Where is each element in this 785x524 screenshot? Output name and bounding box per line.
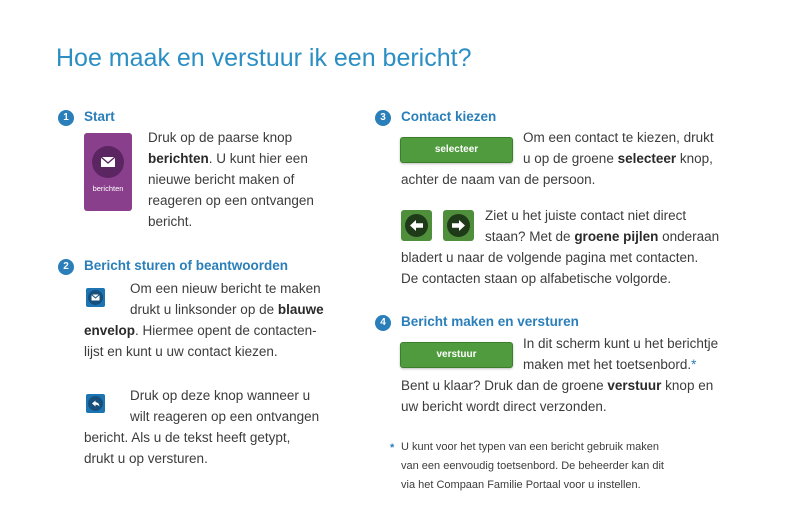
verstuur-button[interactable]: verstuur	[400, 342, 513, 368]
step-2-text-a1: Om een nieuw bericht te maken	[130, 281, 321, 296]
step-3-text-b2: staan? Met de groene pijlen onderaan	[485, 229, 720, 244]
step-1-number: 1	[58, 110, 74, 126]
envelope-icon	[92, 146, 124, 178]
footnote-text: U kunt voor het typen van een bericht gebruik maken van een eenvoudig toetsenbord. De beheerder kan dit via het Compaan Familie Portaal voor u instellen.	[401, 441, 664, 491]
step-3-number: 3	[375, 110, 391, 126]
arrow-right-icon	[447, 214, 470, 237]
step-1-text: Druk op de paarse knop berichten. U kunt hier een nieuwe bericht maken of reageren op een ontvangen bericht.	[148, 130, 314, 229]
footnote-star: *	[390, 442, 395, 454]
arrow-left-icon	[405, 214, 428, 237]
step-3-heading: Contact kiezen	[401, 109, 497, 124]
step-2-text-a3-a4: envelop. Hiermee opent de contacten- lijst en kunt u uw contact kiezen.	[84, 323, 317, 359]
step-3-text-a3: achter de naam van de persoon.	[401, 172, 596, 187]
step-2-number: 2	[58, 259, 74, 275]
step-2-text-b1-b2: Druk op deze knop wanneer u wilt reageren op een ontvangen	[130, 388, 320, 424]
step-1-heading: Start	[84, 109, 115, 124]
step-3-text-b3-b4: bladert u naar de volgende pagina met contacten. De contacten staan op alfabetische volgorde.	[401, 250, 699, 286]
blue-envelope-button[interactable]	[86, 288, 105, 307]
step-4-text-a1: In dit scherm kunt u het berichtje	[523, 336, 719, 351]
step-2-text-b3-b4: bericht. Als u de tekst heeft getypt, drukt u op versturen.	[84, 430, 291, 466]
step-4-text-a3-a4: Bent u klaar? Druk dan de groene verstuur knop en uw bericht wordt direct verzonden.	[401, 378, 714, 414]
step-3-text-a2: u op de groene selecteer knop,	[523, 151, 713, 166]
step-4-heading: Bericht maken en versturen	[401, 314, 579, 329]
step-2-text-a2: drukt u linksonder op de blauwe	[130, 302, 324, 317]
berichten-button-label: berichten	[92, 184, 124, 193]
step-3-text-b1: Ziet u het juiste contact niet direct	[485, 208, 687, 223]
envelope-icon	[88, 290, 103, 305]
page-title: Hoe maak en verstuur ik een bericht?	[56, 44, 472, 72]
step-2-heading: Bericht sturen of beantwoorden	[84, 258, 289, 273]
arrow-right-button[interactable]	[443, 210, 474, 241]
berichten-button[interactable]	[84, 133, 132, 211]
arrow-left-button[interactable]	[401, 210, 432, 241]
selecteer-button[interactable]: selecteer	[400, 137, 513, 163]
step-4-number: 4	[375, 315, 391, 331]
reply-button[interactable]	[86, 394, 105, 413]
step-3-text-a1: Om een contact te kiezen, drukt	[523, 130, 714, 145]
reply-icon	[88, 396, 103, 411]
step-4-text-a2: maken met het toetsenbord.*	[523, 357, 697, 372]
